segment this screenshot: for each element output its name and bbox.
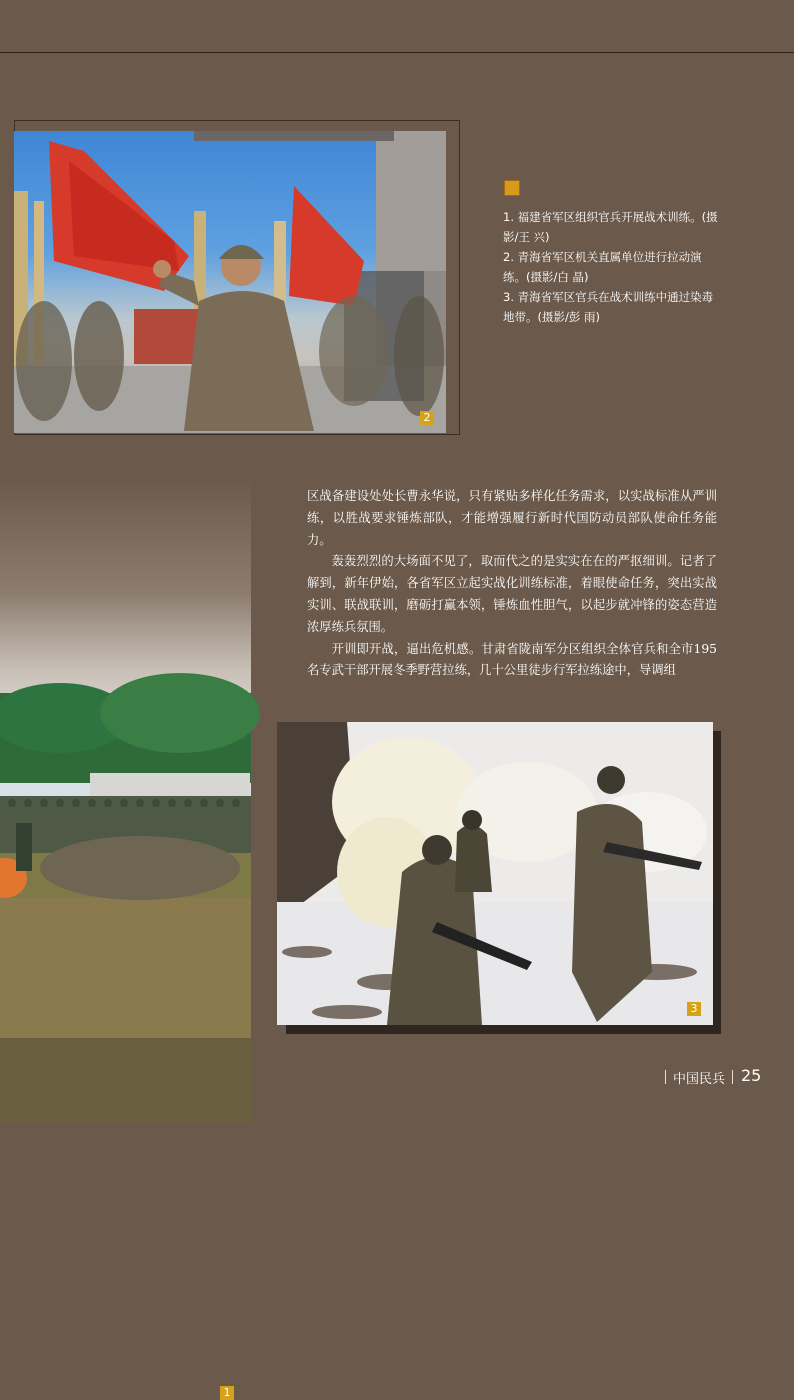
photo-captions — [503, 207, 723, 327]
header-rule — [0, 52, 794, 53]
footer-magazine-title: 中国民兵 — [673, 1072, 726, 1087]
photo-3-contaminated-zone — [277, 722, 713, 1025]
photo-3-illustration — [277, 722, 713, 1025]
article-body — [307, 486, 717, 682]
photo-2-drill-with-flags — [14, 131, 446, 433]
photo-3-number-badge: 3 — [687, 1002, 701, 1016]
body-paragraph-2: 轰轰烈烈的大场面不见了，取而代之的是实实在在的严抠细训。记者了解到，新年伊始，各省军区立起实战化训练标准，着眼使命任务，突出实战实训、联战联训，磨砺打赢本领，锤炼血性胆气，以起步就冲锋的姿态营造浓厚练兵氛围。 — [307, 554, 717, 634]
footer-divider-left — [665, 1070, 666, 1084]
page-footer — [600, 1066, 780, 1088]
page-number: 25 — [741, 1066, 762, 1085]
photo-2-illustration — [14, 131, 446, 433]
photo-2-number-badge: 2 — [420, 411, 434, 425]
body-paragraph-1: 区战备建设处处长曹永华说，只有紧贴多样化任务需求，以实战标准从严训练，以胜战要求锤炼部队，才能增强履行新时代国防动员部队使命任务能力。 — [307, 489, 717, 547]
photo-1-field-training — [0, 478, 251, 1399]
caption-marker — [504, 180, 520, 196]
footer-divider-right — [732, 1070, 733, 1084]
photo-1-number-badge: 1 — [220, 1386, 234, 1400]
caption-2: 2. 青海省军区机关直属单位进行拉动演练。(摄影/白 晶) — [503, 250, 702, 284]
body-paragraph-3: 开训即开战，逼出危机感。甘肃省陇南军分区组织全体官兵和全市195名专武干部开展冬季野营拉练，几十公里徒步行军拉练途中，导调组 — [307, 641, 717, 678]
caption-1: 1. 福建省军区组织官兵开展战术训练。(摄影/王 兴) — [503, 210, 718, 244]
caption-3: 3. 青海省军区官兵在战术训练中通过染毒地带。(摄影/彭 雨) — [503, 290, 714, 324]
photo-1-illustration — [0, 478, 251, 1123]
